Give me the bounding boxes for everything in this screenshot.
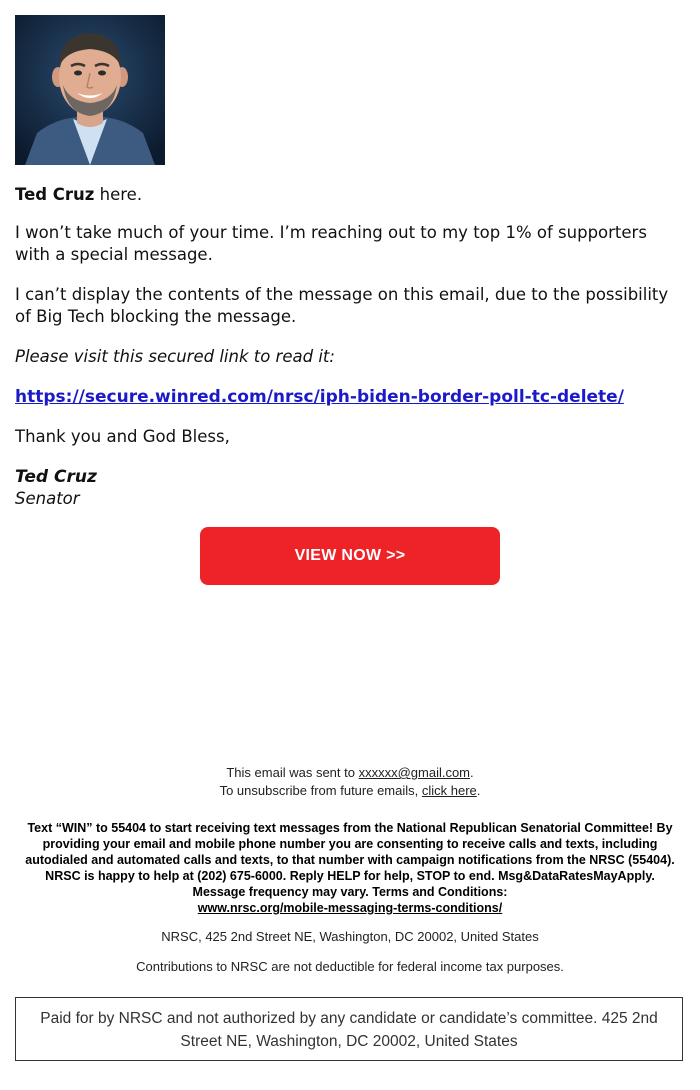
view-now-button[interactable]: VIEW NOW >> — [200, 527, 500, 585]
paid-for-disclaimer-box — [15, 997, 683, 1061]
paragraph-intro: I won’t take much of your time. I’m reaching out to my top 1% of supporters with a special message. — [15, 223, 647, 264]
signature — [15, 466, 685, 510]
cta-row — [15, 527, 685, 585]
terms-link[interactable]: www.nrsc.org/mobile-messaging-terms-conditions/ — [197, 901, 503, 915]
sms-legal-body: Text “WIN” to 55404 to start receiving text messages from the National Republican Senatorial Committee! By providing your email and mobile phone number you are consenting to receive calls and texts, including autodialed and automated calls and texts, to that number with campaign notifications from the NRSC (55404). NRSC is happy to help at (202) 675-6000. Reply HELP for help, STOP to end. Msg&DataRatesMayApply. Message frequency may vary. Terms and Conditions: — [25, 821, 675, 899]
paid-for-text: Paid for by NRSC and not authorized by any candidate or candidate’s committee. 425 2nd Street NE, Washington, DC 20002, United States — [40, 1010, 658, 1050]
unsubscribe-line — [0, 782, 700, 800]
unsubscribe-prefix: To unsubscribe from future emails, — [219, 783, 422, 798]
paragraph-explanation: I can’t display the contents of the message on this email, due to the possibility of Big Tech blocking the message. — [15, 285, 669, 326]
paragraph-visit-link: Please visit this secured link to read it: — [15, 347, 335, 366]
signature-name: Ted Cruz — [15, 467, 97, 487]
tax-disclaimer: Contributions to NRSC are not deductible for federal income tax purposes. — [136, 959, 564, 974]
greeting-name: Ted Cruz — [15, 185, 95, 204]
greeting-rest: here. — [94, 185, 143, 204]
email-footer — [0, 764, 700, 976]
sms-legal-text — [22, 820, 678, 916]
greeting — [15, 184, 685, 206]
sent-to-line — [0, 764, 700, 782]
portrait-image — [15, 15, 165, 165]
senator-photo — [15, 15, 165, 165]
secured-link[interactable]: https://secure.winred.com/nrsc/iph-biden-border-poll-tc-delete/ — [15, 387, 624, 407]
sent-to-suffix: . — [470, 765, 474, 780]
recipient-email-link[interactable]: xxxxxx@gmail.com — [358, 765, 471, 780]
secured-link-row — [15, 386, 685, 408]
unsubscribe-suffix: . — [476, 783, 481, 798]
unsubscribe-link[interactable]: click here — [421, 783, 477, 798]
sent-to-prefix: This email was sent to — [226, 765, 359, 780]
closing-thanks: Thank you and God Bless, — [15, 427, 230, 446]
mailing-address: NRSC, 425 2nd Street NE, Washington, DC 20002, United States — [161, 929, 539, 944]
signature-title: Senator — [15, 489, 80, 508]
